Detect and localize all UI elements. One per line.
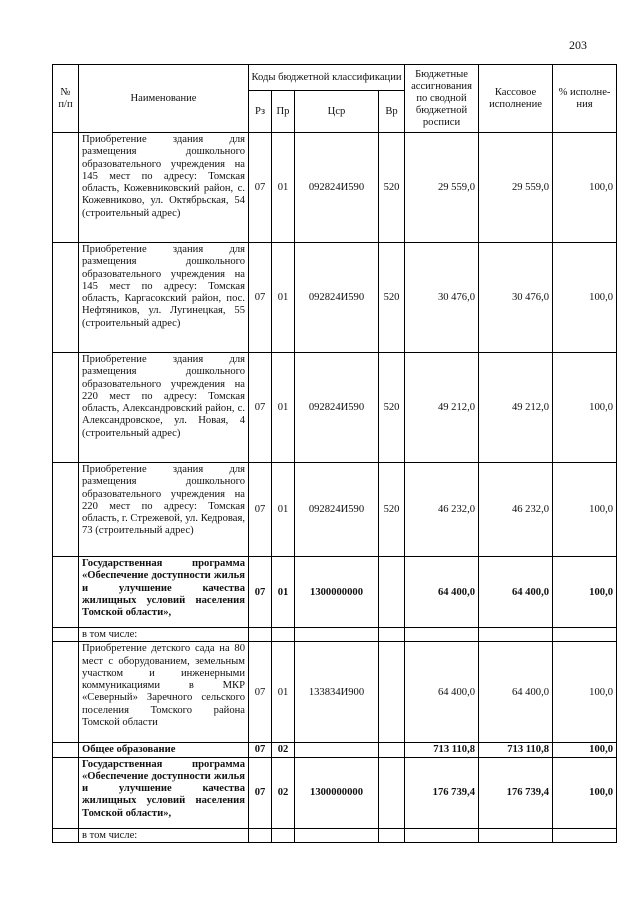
row-pct: 100,0 (553, 557, 617, 628)
row-cash (479, 828, 553, 842)
row-csr: 092824И590 (295, 243, 379, 353)
row-csr: 092824И590 (295, 133, 379, 243)
row-name: Государственная программа «Обеспечение доступности жилья и улучшение качества жилищных условий населения Томской области», (79, 557, 249, 628)
row-vr (379, 642, 405, 743)
row-rz: 07 (249, 353, 272, 463)
table-row (53, 243, 617, 353)
row-pct: 100,0 (553, 243, 617, 353)
row-rz: 07 (249, 743, 272, 757)
table-row (53, 463, 617, 557)
row-cash (479, 628, 553, 642)
row-assign (405, 628, 479, 642)
row-rz: 07 (249, 243, 272, 353)
row-vr (379, 743, 405, 757)
row-csr: 1300000000 (295, 757, 379, 828)
table-row (53, 353, 617, 463)
row-assign: 30 476,0 (405, 243, 479, 353)
row-vr (379, 757, 405, 828)
row-assign (405, 828, 479, 842)
header-csr: Цср (295, 91, 379, 133)
row-pr (272, 828, 295, 842)
row-vr (379, 628, 405, 642)
row-cash: 64 400,0 (479, 557, 553, 628)
table-row (53, 828, 617, 842)
header-num: № п/п (53, 65, 79, 133)
row-vr (379, 557, 405, 628)
table-row (53, 642, 617, 743)
row-pr: 02 (272, 757, 295, 828)
row-cash: 49 212,0 (479, 353, 553, 463)
table-row (53, 133, 617, 243)
row-csr: 133834И900 (295, 642, 379, 743)
row-assign: 29 559,0 (405, 133, 479, 243)
row-rz: 07 (249, 463, 272, 557)
row-pr: 01 (272, 642, 295, 743)
table-row (53, 557, 617, 628)
row-pr: 01 (272, 243, 295, 353)
row-assign: 46 232,0 (405, 463, 479, 557)
row-pr: 01 (272, 557, 295, 628)
page-number: 203 (569, 38, 587, 52)
row-assign: 176 739,4 (405, 757, 479, 828)
row-name: Приобретение здания для размещения дошкольного образовательного учреждения на 145 мест по адресу: Томская область, Кожевниковский район, с. Кожевниково, ул. Октябрьская, 54 (строительный адрес) (79, 133, 249, 243)
row-pr (272, 628, 295, 642)
row-rz: 07 (249, 642, 272, 743)
row-cash: 713 110,8 (479, 743, 553, 757)
table-row (53, 743, 617, 757)
row-name: в том числе: (79, 628, 249, 642)
table-row (53, 757, 617, 828)
row-assign: 64 400,0 (405, 642, 479, 743)
row-cash: 176 739,4 (479, 757, 553, 828)
row-pct: 100,0 (553, 463, 617, 557)
header-vr: Вр (379, 91, 405, 133)
row-csr: 1300000000 (295, 557, 379, 628)
row-pct: 100,0 (553, 353, 617, 463)
header-name: Наименование (79, 65, 249, 133)
row-pr: 01 (272, 353, 295, 463)
row-name: Приобретение здания для размещения дошкольного образовательного учреждения на 220 мест по адресу: Томская область, г. Стрежевой, ул. Кедровая, 73 (строительный адрес) (79, 463, 249, 557)
row-rz (249, 828, 272, 842)
row-pr: 01 (272, 133, 295, 243)
row-rz (249, 628, 272, 642)
budget-table (52, 64, 617, 843)
row-name: Приобретение детского сада на 80 мест с оборудованием, земельным участком и инженерными коммуникациями в МКР «Северный» Заречного сельского поселения Томского района Томской области (79, 642, 249, 743)
header-pr: Пр (272, 91, 295, 133)
row-pr: 01 (272, 463, 295, 557)
header-pct: % исполне-ния (553, 65, 617, 133)
row-vr: 520 (379, 243, 405, 353)
row-cash: 29 559,0 (479, 133, 553, 243)
row-name: в том числе: (79, 828, 249, 842)
row-rz: 07 (249, 133, 272, 243)
row-vr: 520 (379, 463, 405, 557)
row-name: Приобретение здания для размещения дошкольного образовательного учреждения на 145 мест по адресу: Томская область, Каргасокский район, пос. Нефтяников, ул. Лугинецкая, 55 (строительный адрес) (79, 243, 249, 353)
row-assign: 713 110,8 (405, 743, 479, 757)
row-pct: 100,0 (553, 757, 617, 828)
header-codes: Коды бюджетной классификации (249, 65, 405, 91)
row-pct: 100,0 (553, 743, 617, 757)
row-cash: 46 232,0 (479, 463, 553, 557)
row-csr (295, 743, 379, 757)
row-csr (295, 628, 379, 642)
row-csr: 092824И590 (295, 463, 379, 557)
row-assign: 64 400,0 (405, 557, 479, 628)
row-cash: 64 400,0 (479, 642, 553, 743)
table-row (53, 628, 617, 642)
row-name: Приобретение здания для размещения дошкольного образовательного учреждения на 220 мест по адресу: Томская область, Александровский район, с. Александровское, ул. Новая, 4 (строительный адрес) (79, 353, 249, 463)
row-csr (295, 828, 379, 842)
row-vr: 520 (379, 353, 405, 463)
header-rz: Рз (249, 91, 272, 133)
row-name: Государственная программа «Обеспечение доступности жилья и улучшение качества жилищных условий населения Томской области», (79, 757, 249, 828)
row-rz: 07 (249, 757, 272, 828)
row-vr (379, 828, 405, 842)
row-cash: 30 476,0 (479, 243, 553, 353)
row-pr: 02 (272, 743, 295, 757)
header-cash: Кассовое исполнение (479, 65, 553, 133)
row-pct (553, 828, 617, 842)
row-pct: 100,0 (553, 642, 617, 743)
row-csr: 092824И590 (295, 353, 379, 463)
row-vr: 520 (379, 133, 405, 243)
row-assign: 49 212,0 (405, 353, 479, 463)
row-name: Общее образование (79, 743, 249, 757)
row-rz: 07 (249, 557, 272, 628)
row-pct: 100,0 (553, 133, 617, 243)
header-assign: Бюджетные ассигнования по сводной бюджетной росписи (405, 65, 479, 133)
row-pct (553, 628, 617, 642)
